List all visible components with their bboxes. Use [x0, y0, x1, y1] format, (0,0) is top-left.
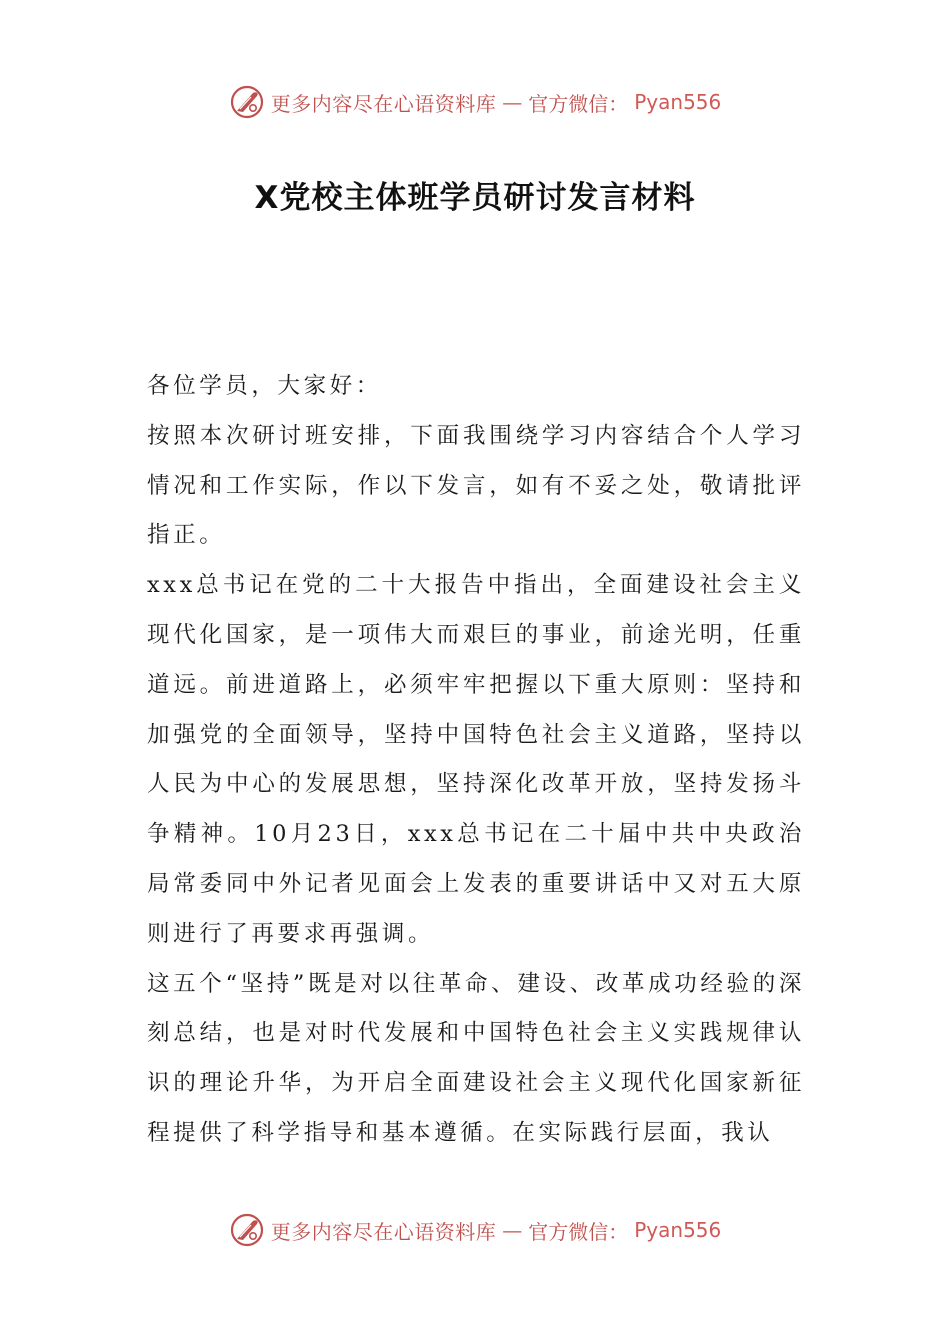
watermark-separator: — — [502, 1218, 523, 1242]
header-watermark — [0, 82, 950, 122]
quill-logo-icon — [229, 84, 265, 120]
body-paragraph: 这五个“坚持”既是对以往革命、建设、改革成功经验的深刻总结，也是对时代发展和中国特色社会主义实践规律认识的理论升华，为开启全面建设社会主义现代化国家新征程提供了科学指导和基本遵循。在实际践行层面，我认 — [147, 970, 805, 1146]
watermark-text: 更多内容尽在心语资料库 — [270, 91, 497, 116]
watermark-separator: — — [502, 90, 523, 114]
quill-logo-icon — [229, 1212, 265, 1248]
watermark-wechat-id: Pyan556 — [634, 1218, 722, 1242]
document-title: X党校主体班学员研讨发言材料 — [254, 180, 696, 216]
greeting-paragraph: 各位学员，大家好： — [147, 373, 382, 399]
intro-paragraph: 按照本次研讨班安排，下面我围绕学习内容结合个人学习情况和工作实际，作以下发言，如有不妥之处，敬请批评指正。 — [147, 422, 805, 549]
watermark-label: 官方微信： — [528, 91, 629, 116]
footer-watermark — [0, 1210, 950, 1250]
watermark-label: 官方微信： — [528, 1219, 629, 1244]
document-body — [147, 362, 805, 1159]
watermark-wechat-id: Pyan556 — [634, 90, 722, 114]
body-paragraph: xxx总书记在党的二十大报告中指出，全面建设社会主义现代化国家，是一项伟大而艰巨的事业，前途光明，任重道远。前进道路上，必须牢牢把握以下重大原则：坚持和加强党的全面领导，坚持中国特色社会主义道路，坚持以人民为中心的发展思想，坚持深化改革开放，坚持发扬斗争精神。10月23日，xxx总书记在二十届中共中央政治局常委同中外记者见面会上发表的重要讲话中又对五大原则进行了再要求再强调。 — [147, 572, 805, 947]
watermark-text: 更多内容尽在心语资料库 — [270, 1219, 497, 1244]
